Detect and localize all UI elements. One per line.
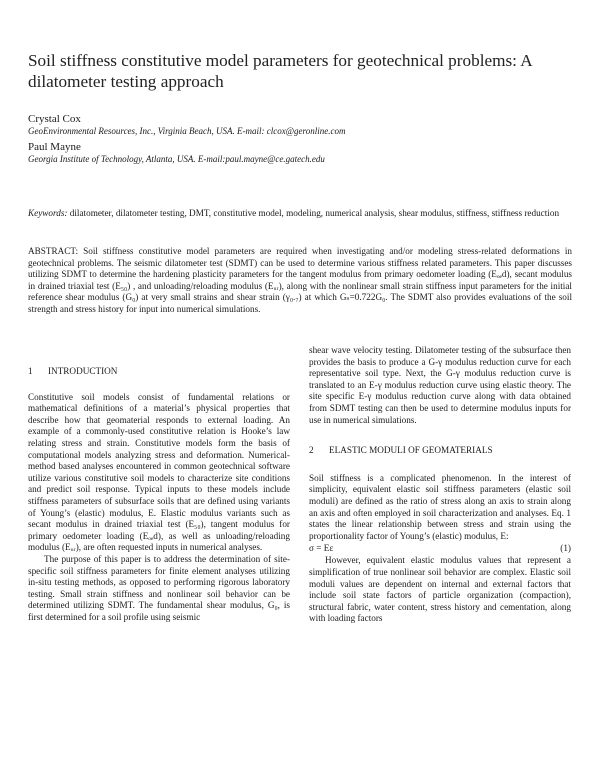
section-heading-1 <box>28 366 290 378</box>
paragraph: The purpose of this paper is to address the determination of site-specific soil stiffness parameters for finite element analyses utilizing in-situ testing methods, as opposed to performing rigorous laboratory testing. Small strain stiffness and nonlinear soil behavior can be determined utilizing SDMT. The fundamental shear modulus, G₀, is first determined for a soil profile using seismic <box>28 553 290 622</box>
paper-title: Soil stiffness constitutive model parameters for geotechnical problems: A dilatometer testing approach <box>28 51 532 91</box>
section-number: 2 <box>309 445 314 456</box>
keywords <box>28 208 573 220</box>
author-name-1: Crystal Cox <box>28 113 81 125</box>
section-title: ELASTIC MODULI OF GEOMATERIALS <box>329 445 493 456</box>
paragraph: However, equivalent elastic modulus values that represent a simplification of true nonlinear soil behavior are complex. Elastic soil moduli values are dependent on internal and external factors that include soil state factors of particle organization (compaction), structural fabric, water content, stress history and cementation, along with loading factors <box>309 555 571 624</box>
left-column <box>28 366 290 623</box>
author-affiliation-2: Georgia Institute of Technology, Atlanta, USA. E-mail:paul.mayne@ce.gatech.edu <box>28 154 325 164</box>
equation-1 <box>309 542 571 555</box>
abstract: ABSTRACT: Soil stiffness constitutive model parameters are required when investigating and/or modeling stress-related deformations in geotechnical problems. The seismic dilatometer test (SDMT) can be used to determine various stiffness related parameters. This paper discusses utilizing SDMT to determine the hardening plasticity parameters for the tangent modulus from primary oedometer loading (Eₒₑd), secant modulus in drained triaxial test (E₅₀) , and unloading/reloading modulus (Eᵤᵣ), along with the nonlinear small strain stiffness input parameters for the initial reference shear modulus (G₀) at very small strains and shear strain (γ₀.₇) at which Gₛ=0.722G₀. The SDMT also provides evaluations of the soil strength and stress history for input into numerical simulations. <box>28 246 572 314</box>
equation-number: (1) <box>560 543 571 554</box>
paragraph: Soil stiffness is a complicated phenomenon. In the interest of simplicity, equivalent elastic soil stiffness parameters (elastic soil moduli) are defined as the ratio of stress along an axis to strain along an axis and often employed in soil characterization and analyses. Eq. 1 states the linear relationship between stress and strain using the proportionality factor of Young’s (elastic) modulus, E: <box>309 472 571 541</box>
right-column <box>309 345 571 625</box>
section-heading-2 <box>309 445 571 457</box>
section-number: 1 <box>28 366 33 376</box>
equation-text: σ = Eε <box>309 543 334 554</box>
keywords-text: dilatometer, dilatometer testing, DMT, constitutive model, modeling, numerical analysis, shear modulus, stiffness, stiffness reduction <box>69 208 560 218</box>
section-title: INTRODUCTION <box>48 366 118 376</box>
paragraph: shear wave velocity testing. Dilatometer testing of the subsurface then provides the basis to produce a G-γ modulus reduction curve for each representative soil type. Next, the G-γ modulus reduction curve is translated to an E-γ modulus reduction curve using elastic theory. The site specific E-γ modulus reduction curve along with data obtained from SDMT testing can then be used to determine modulus inputs for use in numerical simulations. <box>309 345 571 425</box>
author-affiliation-1: GeoEnvironmental Resources, Inc., Virginia Beach, USA. E-mail: clcox@geronline.com <box>28 126 346 136</box>
author-name-2: Paul Mayne <box>28 141 81 153</box>
keywords-label: Keywords: <box>28 208 68 218</box>
paragraph: Constitutive soil models consist of fundamental relations or mathematical definitions of a material’s physical properties that describe how that geomaterial responds to external loading. An example of a commonly-used constitutive relation is Hooke’s law relating stress and strain. Constitutive models form the basis of computational models analyzing stress and deformation. Numerical-method based analyses encountered in common geotechnical software utilize various constitutive soil models to characterize site conditions and predict soil response. Typical inputs to these models include stiffness parameters of subsurface soils that are defined using variants of Young’s (elastic) modulus, E. Elastic modulus variants such as secant modulus in drained triaxial test (E₅₀), tangent modulus for primary oedometer loading (Eₒₑd), as well as unloading/reloading modulus (Eᵤᵣ), are often requested inputs in numerical analyses. <box>28 391 290 553</box>
